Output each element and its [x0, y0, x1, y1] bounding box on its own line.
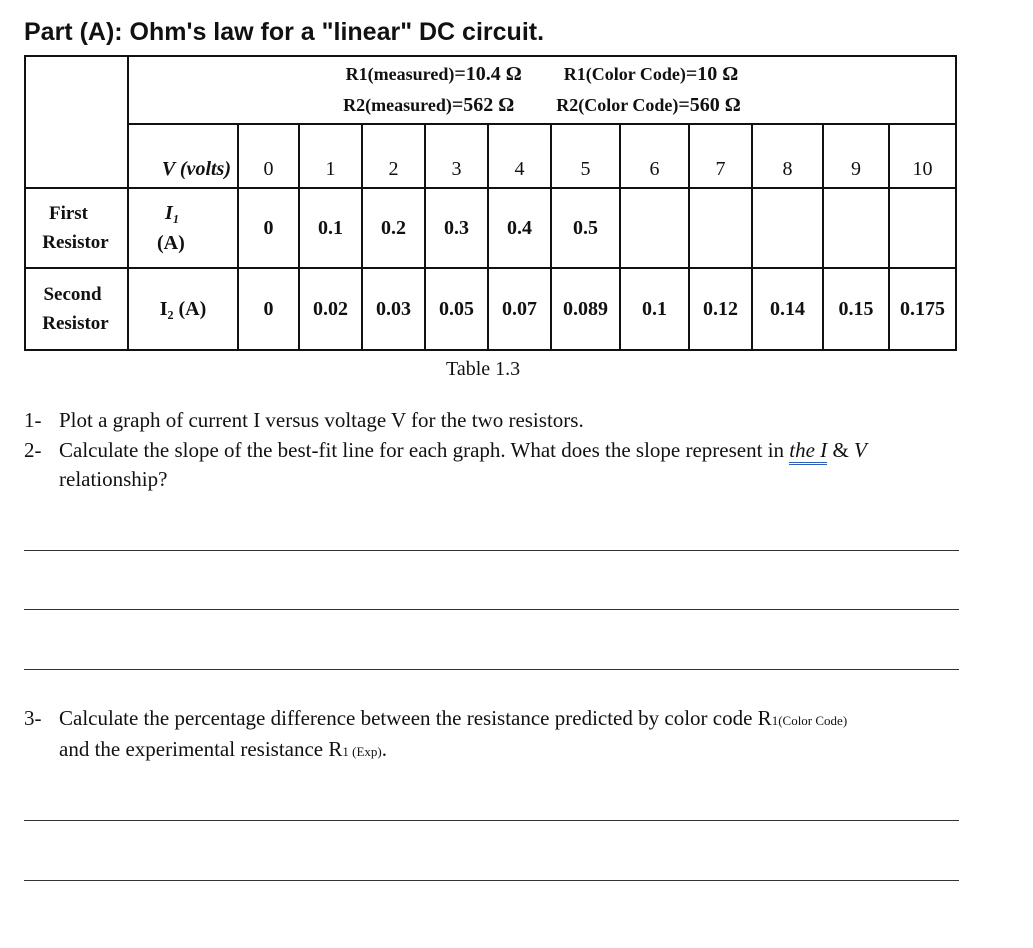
second-current-cell: 0.089	[551, 268, 620, 350]
first-current-cell: 0.2	[362, 188, 425, 268]
second-current-cell: 0	[238, 268, 299, 350]
first-current-cell	[689, 188, 752, 268]
answer-line[interactable]	[24, 609, 959, 610]
first-current-label: I₁ (A)	[128, 188, 238, 268]
voltage-cell: 6	[620, 124, 689, 188]
question-2: 2- Calculate the slope of the best-fit line for each graph. What does the slope represent in the I & V relationship?	[24, 438, 867, 491]
voltage-cell: 9	[823, 124, 889, 188]
voltage-cell: 3	[425, 124, 488, 188]
r1-color-code: R1(Color Code)=10 Ω	[563, 63, 739, 85]
data-table	[24, 55, 957, 351]
answer-line[interactable]	[24, 820, 959, 821]
second-current-cell: 0.14	[752, 268, 823, 350]
first-current-cell	[752, 188, 823, 268]
first-current-cell	[889, 188, 956, 268]
second-current-cell: 0.15	[823, 268, 889, 350]
r2-color-code: R2(Color Code)=560 Ω	[556, 94, 741, 116]
first-current-cell: 0.5	[551, 188, 620, 268]
first-current-cell: 0	[238, 188, 299, 268]
table-caption: Table 1.3	[446, 358, 521, 380]
second-current-cell: 0.03	[362, 268, 425, 350]
answer-line[interactable]	[24, 550, 959, 551]
second-current-cell: 0.02	[299, 268, 362, 350]
first-current-cell	[620, 188, 689, 268]
voltage-cell: 7	[689, 124, 752, 188]
resistance-header	[128, 56, 956, 124]
first-resistor-label: First Resistor	[25, 188, 128, 268]
voltage-cell: 0	[238, 124, 299, 188]
first-current-cell: 0.1	[299, 188, 362, 268]
voltage-cell: 8	[752, 124, 823, 188]
second-current-label: I₂ (A)	[128, 268, 238, 350]
voltage-label: V (volts)	[128, 124, 238, 188]
answer-line[interactable]	[24, 669, 959, 670]
first-current-cell: 0.4	[488, 188, 551, 268]
page-title: Part (A): Ohm's law for a "linear" DC circuit.	[24, 18, 545, 46]
r1-measured: R1(measured)=10.4 Ω	[345, 63, 522, 85]
answer-line[interactable]	[24, 880, 959, 881]
second-current-cell: 0.05	[425, 268, 488, 350]
second-current-cell: 0.175	[889, 268, 956, 350]
voltage-cell: 4	[488, 124, 551, 188]
underlined-phrase: the I	[789, 438, 827, 465]
second-current-cell: 0.12	[689, 268, 752, 350]
voltage-cell: 1	[299, 124, 362, 188]
question-3: 3- Calculate the percentage difference between the resistance predicted by color code R1(Color Code) and the experimental resistance R1 (Exp).	[24, 706, 848, 761]
voltage-cell: 10	[889, 124, 956, 188]
first-current-cell: 0.3	[425, 188, 488, 268]
second-current-cell: 0.07	[488, 268, 551, 350]
first-current-cell	[823, 188, 889, 268]
second-current-cell: 0.1	[620, 268, 689, 350]
corner-cell	[25, 56, 128, 188]
question-1: 1- Plot a graph of current I versus voltage V for the two resistors.	[24, 408, 584, 432]
r2-measured: R2(measured)=562 Ω	[343, 94, 515, 116]
voltage-cell: 5	[551, 124, 620, 188]
second-resistor-label: Second Resistor	[25, 268, 128, 350]
voltage-cell: 2	[362, 124, 425, 188]
